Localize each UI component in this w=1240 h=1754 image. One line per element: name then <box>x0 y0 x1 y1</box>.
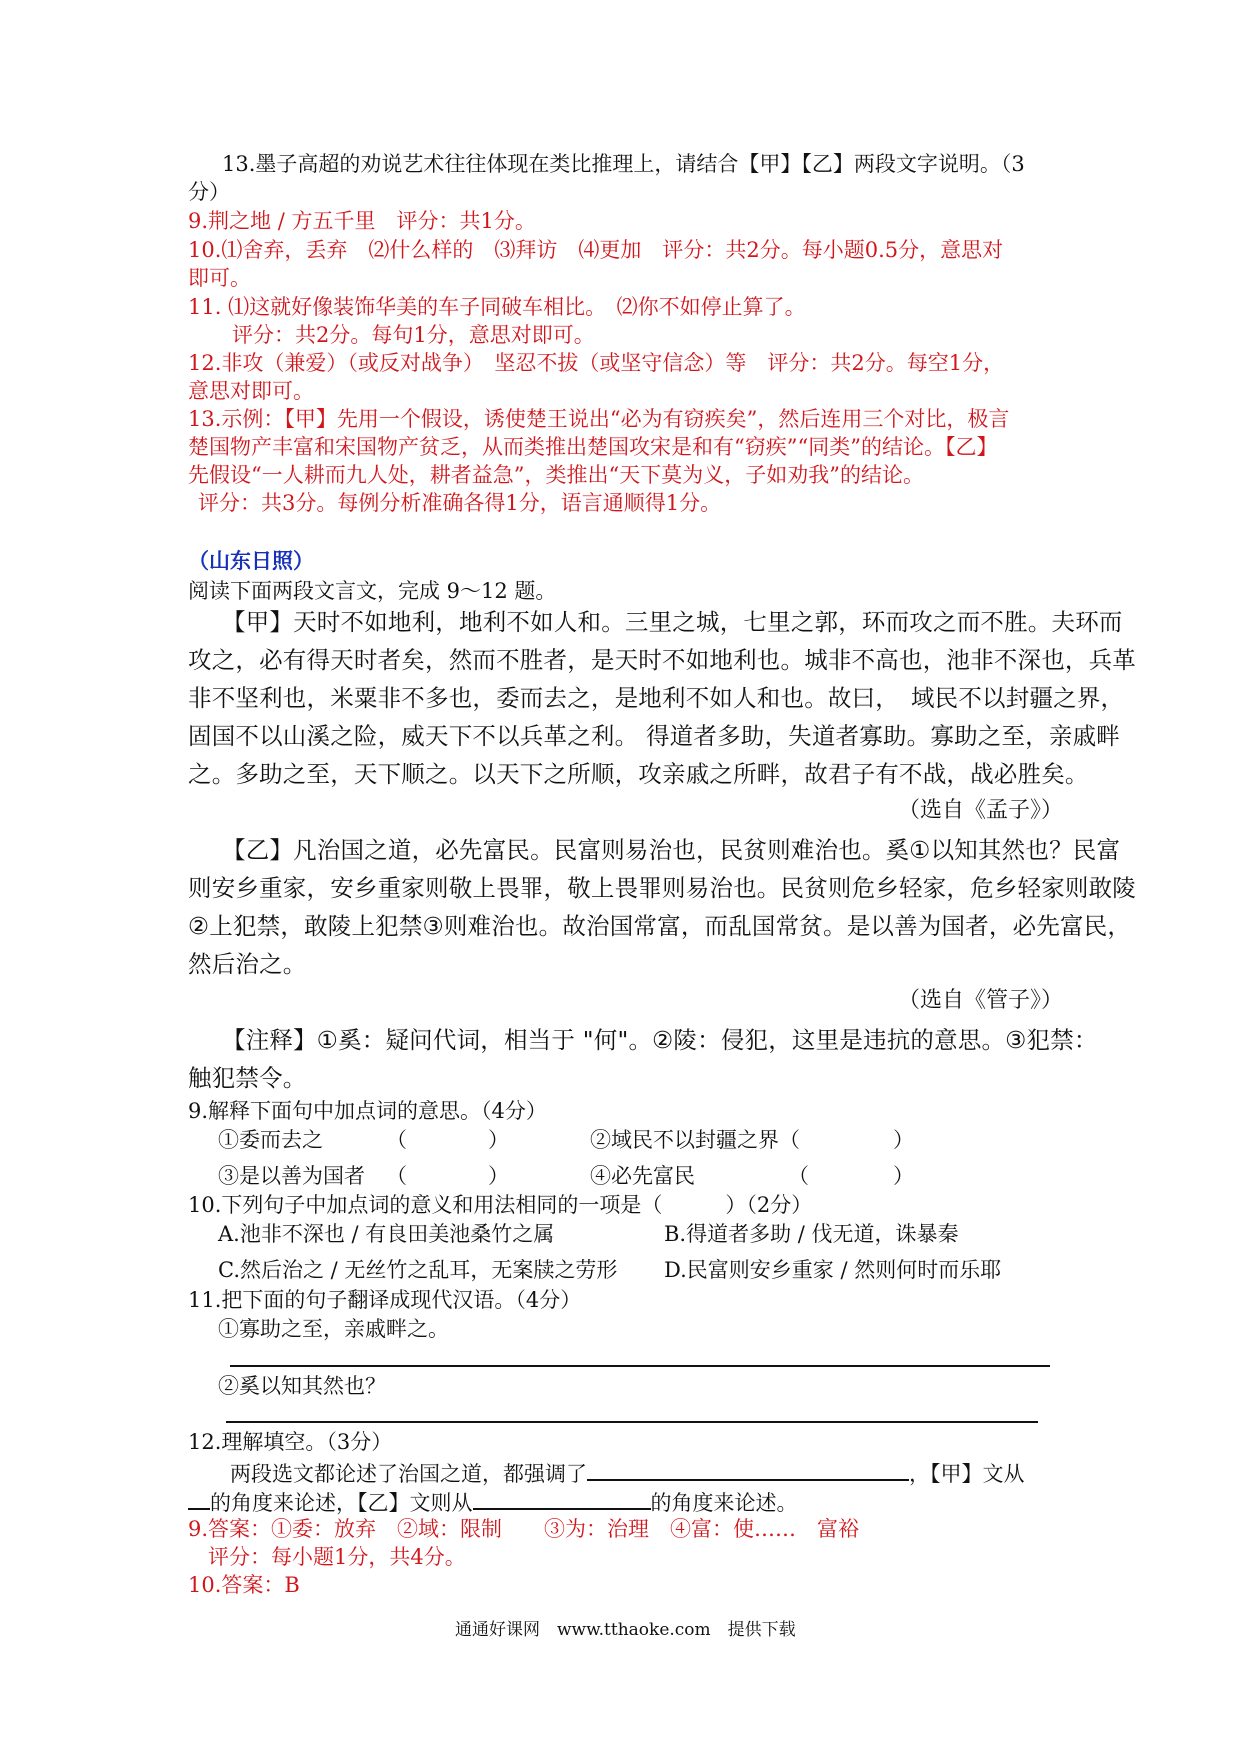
question-10-option-a: A.池非不深也 / 有良田美池桑竹之属 <box>218 1222 555 1246</box>
question-9-item3-open: （ <box>386 1164 407 1188</box>
question-12-line1-text-b: ，【甲】文从 <box>909 1462 1025 1486</box>
passage-yi-line2: 则安乡重家，安乡重家则敬上畏罪，敬上畏罪则易治也。民贫则危乡轻家，危乡轻家则敢陵 <box>188 874 1136 902</box>
question-10-option-c: C.然后治之 / 无丝竹之乱耳，无案牍之劳形 <box>218 1258 618 1282</box>
prev-answer-10-line2: 即可。 <box>188 266 251 290</box>
question-12-line1 <box>230 1457 1025 1488</box>
question-9-item1: ①委而去之 <box>218 1128 323 1152</box>
passage-yi-line3: ②上犯禁，敢陵上犯禁③则难治也。故治国常富，而乱国常贫。是以善为国者，必先富民， <box>188 912 1132 940</box>
fill-blank-1[interactable] <box>587 1457 909 1481</box>
question-11-sentence1: ①寡助之至，亲戚畔之。 <box>218 1317 449 1341</box>
prev-question-13-line1: 13.墨子高超的劝说艺术往往体现在类比推理上，请结合【甲】【乙】两段文字说明。（3 <box>222 152 1025 176</box>
question-12-line1-text-a: 两段选文都论述了治国之道，都强调了 <box>230 1462 587 1486</box>
question-12-stem: 12.理解填空。（3分） <box>188 1430 393 1454</box>
prev-answer-11-line1: 11. ⑴这就好像装饰华美的车子同破车相比。 ⑵你不如停止算了。 <box>188 295 806 319</box>
prev-answer-12-line1: 12.非攻（兼爱）（或反对战争） 坚忍不拔（或坚守信念）等 评分：共2分。每空1分， <box>188 351 1005 375</box>
section-region-title: （山东日照） <box>188 548 314 573</box>
question-10-option-d: D.民富则安乡重家 / 然则何时而乐耶 <box>664 1258 1002 1282</box>
prev-answer-12-line2: 意思对即可。 <box>188 379 314 403</box>
question-12-line2 <box>188 1486 798 1517</box>
question-9-stem: 9.解释下面句中加点词的意思。（4分） <box>188 1099 547 1123</box>
page-footer: 通通好课网 www.tthaoke.com 提供下载 <box>455 1620 796 1640</box>
fill-blank-3[interactable] <box>473 1486 651 1510</box>
prev-answer-9: 9.荆之地 / 方五千里 评分：共1分。 <box>188 209 536 233</box>
question-9-item2-close: ） <box>893 1128 914 1152</box>
passage-jia-line5: 之。多助之至，天下顺之。以天下之所顺，攻亲戚之所畔，故君子有不战，战必胜矣。 <box>188 760 1089 788</box>
question-9-item3-close: ） <box>488 1164 509 1188</box>
question-9-item3: ③是以善为国者 <box>218 1164 365 1188</box>
answer-line-1[interactable] <box>230 1365 1050 1367</box>
answer-line-2[interactable] <box>226 1421 1038 1423</box>
question-12-line2-text-a: 的角度来论述，【乙】文则从 <box>210 1491 473 1515</box>
question-10-stem: 10.下列句子中加点词的意义和用法相同的一项是（ ）（2分） <box>188 1193 813 1217</box>
question-10-option-b: B.得道者多助 / 伐无道，诛暴秦 <box>664 1222 959 1246</box>
question-9-item4-close: ） <box>893 1164 914 1188</box>
passage-jia-line2: 攻之，必有得天时者矣，然而不胜者，是天时不如地利也。城非不高也，池非不深也，兵革 <box>188 646 1136 674</box>
passage-yi-source: （选自《管子》） <box>898 988 1064 1013</box>
question-11-sentence2: ②奚以知其然也？ <box>218 1374 386 1398</box>
passage-jia-source: （选自《孟子》） <box>898 798 1064 823</box>
answer-9-score: 评分：每小题1分，共4分。 <box>208 1545 466 1569</box>
passage-yi-notes-line2: 触犯禁令。 <box>188 1064 307 1092</box>
fill-blank-2[interactable] <box>188 1486 210 1510</box>
question-11-stem: 11.把下面的句子翻译成现代汉语。（4分） <box>188 1288 582 1312</box>
prev-question-13-line2: 分） <box>188 180 230 204</box>
passage-yi-line1: 【乙】凡治国之道，必先富民。民富则易治也，民贫则难治也。奚①以知其然也？民富 <box>222 836 1121 864</box>
question-9-item2: ②域民不以封疆之界（ <box>590 1128 800 1152</box>
answer-10: 10.答案：B <box>188 1573 300 1597</box>
question-9-item4-open: （ <box>788 1164 809 1188</box>
prev-answer-13-line3: 先假设“一人耕而九人处，耕者益急”，类推出“天下莫为义，子如劝我”的结论。 <box>188 463 924 487</box>
question-9-item1-open: （ <box>386 1128 407 1152</box>
question-9-item4: ④必先富民 <box>590 1164 695 1188</box>
passage-yi-line4: 然后治之。 <box>188 950 307 978</box>
answer-9: 9.答案：①委：放弃 ②域：限制 ③为：治理 ④富：使…… 富裕 <box>188 1517 860 1541</box>
question-12-line2-text-b: 的角度来论述。 <box>650 1491 798 1515</box>
prev-answer-11-score: 评分：共2分。每句1分，意思对即可。 <box>232 323 595 347</box>
prev-answer-13-line2: 楚国物产丰富和宋国物产贫乏，从而类推出楚国攻宋是和有“窃疾”“同类”的结论。【乙】 <box>188 435 998 459</box>
section-instruction: 阅读下面两段文言文，完成 9～12 题。 <box>188 579 557 603</box>
passage-jia-line1: 【甲】天时不如地利，地利不如人和。三里之城，七里之郭，环而攻之而不胜。夫环而 <box>222 608 1123 636</box>
passage-jia-line4: 固国不以山溪之险，威天下不以兵革之利。 得道者多助，失道者寡助。寡助之至，亲戚畔 <box>188 722 1120 750</box>
passage-yi-notes-line1: 【注释】①奚：疑问代词，相当于 "何"。②陵：侵犯，这里是违抗的意思。③犯禁： <box>222 1026 1098 1054</box>
prev-answer-13-score: 评分：共3分。每例分析准确各得1分，语言通顺得1分。 <box>198 491 722 515</box>
question-9-item1-close: ） <box>488 1128 509 1152</box>
prev-answer-10-line1: 10.⑴舍弃，丢弃 ⑵什么样的 ⑶拜访 ⑷更加 评分：共2分。每小题0.5分，意思对 <box>188 238 1004 262</box>
passage-jia-line3: 非不坚利也，米粟非不多也，委而去之，是地利不如人和也。故曰， 域民不以封疆之界， <box>188 684 1125 712</box>
prev-answer-13-line1: 13.示例：【甲】先用一个假设，诱使楚王说出“必为有窃疾矣”，然后连用三个对比，极言 <box>188 407 1010 431</box>
